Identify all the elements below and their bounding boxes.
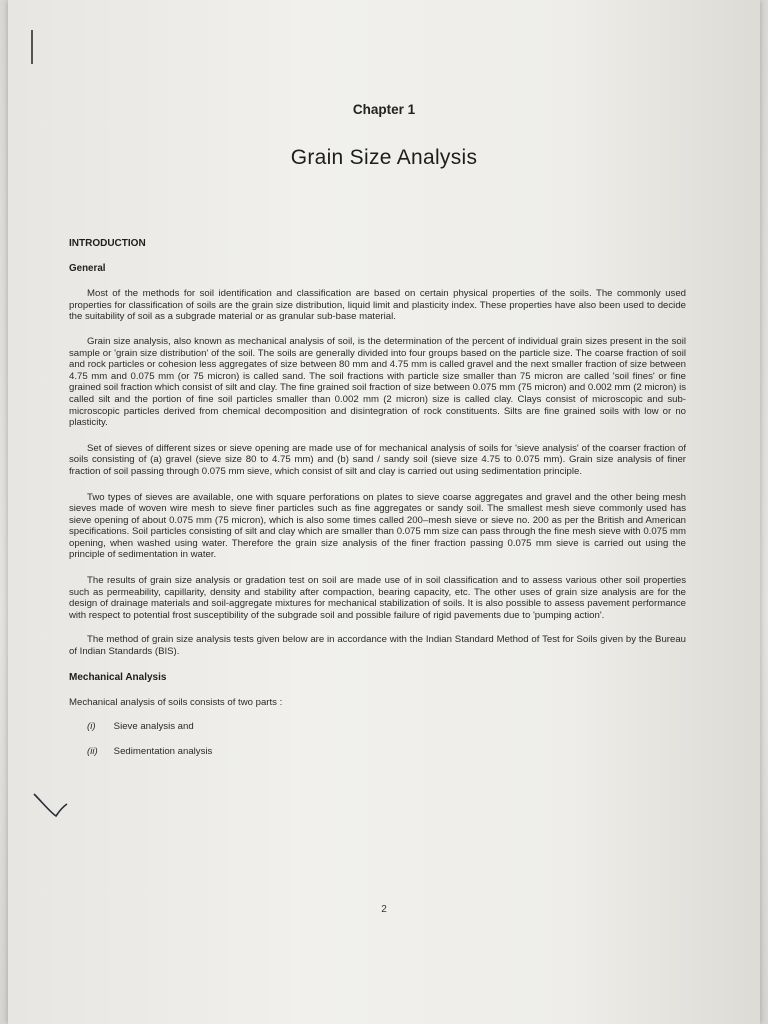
mechanical-analysis-intro: Mechanical analysis of soils consists of two parts : — [69, 697, 283, 709]
paragraph-general: Most of the methods for soil identification and classification are based on certain physical properties of the soils. The commonly used properties for classification of soils are the grain size distribution, liquid limit and plasticity index. These properties have also been used to decide the suitability of soil as a subgrade material or as granular sub-base material. — [69, 288, 686, 323]
page-title: Grain Size Analysis — [290, 146, 478, 169]
paragraph-sieve-types: Two types of sieves are available, one with square perforations on plates to sieve coarse aggregates and gravel and the other being mesh sieves made of woven wire mesh to sieve finer particles such as fine aggregates or sandy soil. The smallest mesh sieve commonly used has sieve opening of about 0.075 mm (75 micron), which is also some times called 200–mesh sieve or sieve no. 200 as per the British and American specifications. Soil particles consisting of silt and clay which are smaller than 0.075 mm size can pass through the fine mesh sieve with 0.075 mm opening, when washed using water. Therefore the grain size analysis of the finer fraction passing 0.075 mm sieve is carried out using the principle of sedimentation in water. — [69, 491, 686, 561]
mechanical-analysis-heading: Mechanical Analysis — [69, 671, 167, 683]
subsection-heading: General — [69, 262, 106, 274]
page-number: 2 — [381, 904, 387, 915]
paragraph-grain-size: Grain size analysis, also known as mechanical analysis of soil, is the determination of the percent of individual grain sizes present in the soil sample or 'grain size distribution' of the soil. The soils are generally divided into four groups based on the particle size. The coarse fraction of soil and rock particles or cohesion less aggregates of size between 80 mm and 4.75 mm is called gravel and the next smaller fraction of size between 4.75 mm and 0.075 mm (or 75 micron) is called sand. The soil fractions with particle size smaller than 75 micron are called 'soil fines' or fine grained soil fraction which consist of silt and clay. The fine grained soil fraction of size between 0.075 mm (75 micron) and 0.002 mm (2 micron) is called silt and the portion of fine soil particles smaller than 0.002 mm (2 micron) size is called clay. Clays consist of microscopic and sub-microscopic particles derived from chemical decomposition and disintegration of rock constituents. Silts are fine grained soils with low or no plasticity. — [69, 335, 686, 429]
list-item — [87, 721, 686, 733]
document-body — [69, 238, 686, 772]
mechanical-analysis-list — [69, 721, 686, 758]
list-item-number: (i) — [87, 720, 96, 732]
paragraph-results: The results of grain size analysis or gradation test on soil are made use of in soil classification and to assess various other soil properties such as permeability, capillarity, density and stability after compaction, bearing capacity, etc. The other uses of grain size analysis are for the design of drainage materials and soil-aggregate mixtures for mechanical stabilization of soils. It is also possible to assess pavement performance with respect to potential frost susceptibility of the subgrade soil and possible failure of rigid pavements due to 'pumping action'. — [69, 575, 686, 621]
section-heading: INTRODUCTION — [69, 238, 146, 249]
list-item-text: Sedimentation analysis — [113, 746, 213, 758]
list-item-text: Sieve analysis and — [113, 720, 194, 732]
paragraph-sieves: Set of sieves of different sizes or sieve opening are made use of for mechanical analysis of soils for 'sieve analysis' of the coarser fraction of soils consisting of (a) gravel (sieve size 80 to 4.75 mm) and (b) sand / sandy soil (sieve size 4.75 to 0.075 mm). Grain size analysis of finer fraction of soil passing through 0.075 mm sieve, which consist of silt and clay is carried out using sedimentation principle. — [69, 442, 686, 477]
list-item — [87, 746, 686, 758]
margin-pen-mark — [31, 30, 33, 64]
list-item-number: (ii) — [87, 746, 98, 758]
chapter-label: Chapter 1 — [352, 102, 416, 117]
paragraph-method: The method of grain size analysis tests given below are in accordance with the Indian Standard Method of Test for Soils given by the Bureau of Indian Standards (BIS). — [69, 634, 686, 658]
pen-check-mark-icon — [32, 790, 68, 820]
